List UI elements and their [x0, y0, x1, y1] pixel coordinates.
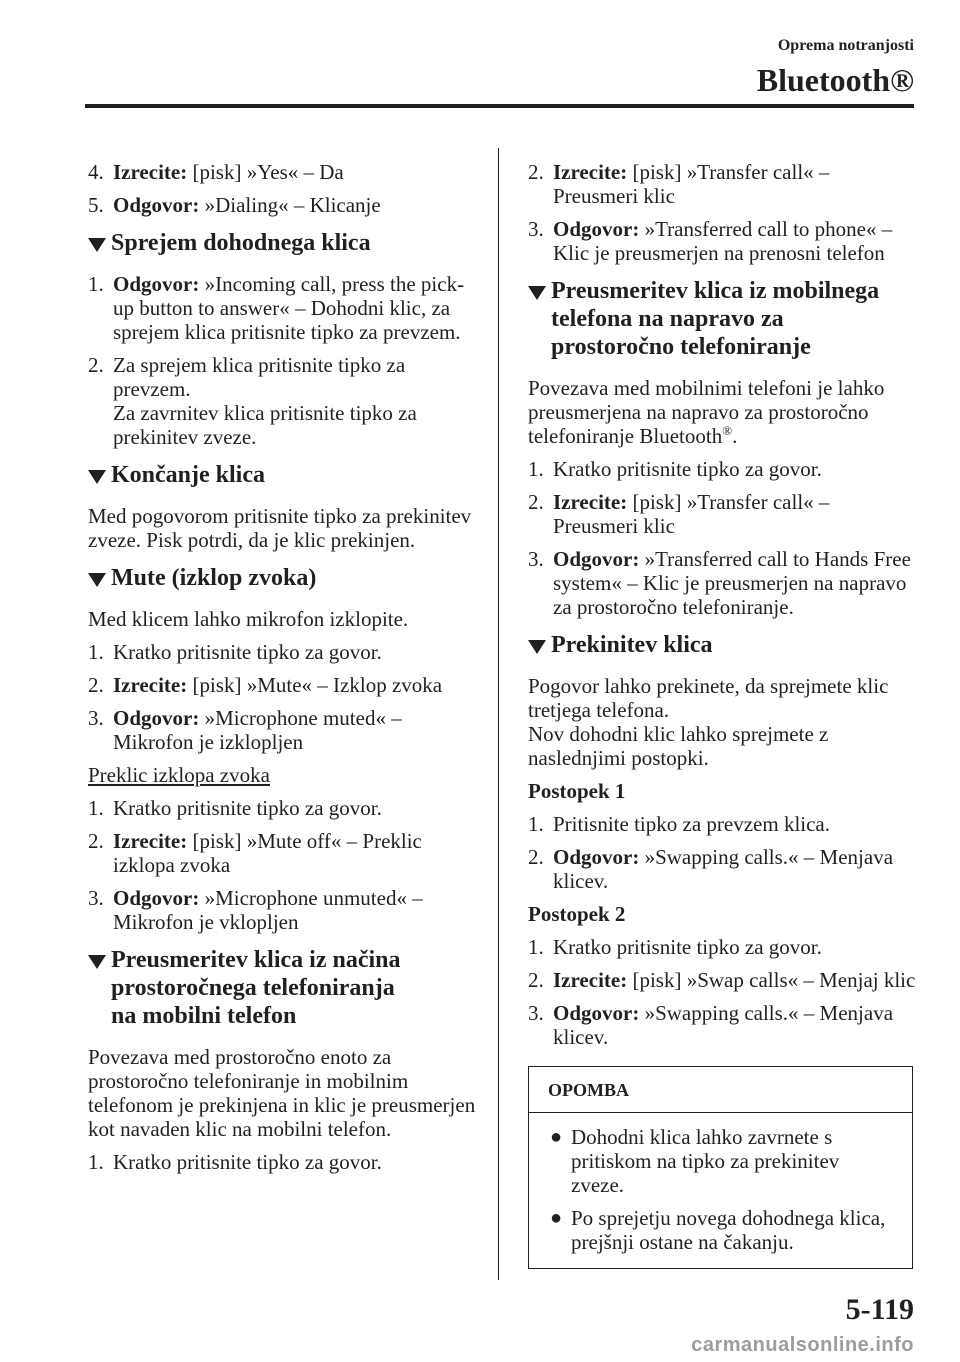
- list-item: [88, 640, 483, 664]
- left-column: [88, 160, 483, 1183]
- list-item: [88, 193, 483, 217]
- item-number: 1.: [528, 812, 544, 836]
- list-item: [528, 547, 918, 619]
- item-text: Kratko pritisnite tipko za govor.: [113, 1150, 382, 1174]
- item-number: 2.: [528, 160, 544, 184]
- item-label: Izrecite:: [553, 968, 628, 992]
- running-header-title: Bluetooth®: [756, 62, 914, 98]
- running-header-section: Oprema notranjosti: [777, 37, 914, 54]
- item-text: Kratko pritisnite tipko za govor.: [113, 796, 382, 820]
- item-text: »Dialing« – Klicanje: [199, 193, 381, 217]
- item-text: [pisk] »Mute off« – Preklic izklopa zvoka: [113, 829, 422, 877]
- item-label: Odgovor:: [113, 706, 200, 730]
- triangle-marker-icon: [528, 286, 546, 300]
- heading-text: Preusmeritev klica iz mobilnega: [551, 278, 880, 304]
- section-heading: [88, 564, 483, 592]
- list-item: [528, 812, 918, 836]
- list-item: [528, 845, 918, 893]
- heading-text: Preusmeritev klica iz načina: [111, 947, 401, 973]
- item-label: Izrecite:: [113, 829, 188, 853]
- item-number: 2.: [88, 353, 104, 377]
- section-heading: [88, 461, 483, 489]
- item-text: »Incoming call, press the pick-up button to answer« – Dohodni klic, za sprejem klica pritisnite tipko za prevzem.: [113, 272, 465, 344]
- item-label: Odgovor:: [553, 845, 640, 869]
- list-item: [528, 1001, 918, 1049]
- item-number: 1.: [88, 272, 104, 296]
- item-label: Odgovor:: [113, 272, 200, 296]
- item-text: »Microphone unmuted« – Mikrofon je vklopljen: [113, 886, 423, 934]
- note-box: [528, 1066, 913, 1269]
- item-number: 1.: [88, 796, 104, 820]
- list-item: [88, 796, 483, 820]
- triangle-marker-icon: [88, 470, 106, 484]
- heading-text: Mute (izklop zvoka): [111, 565, 317, 591]
- list-item: [88, 829, 483, 877]
- note-bullet-item: [549, 1125, 892, 1197]
- subheading: Preklic izklopa zvoka: [88, 763, 270, 787]
- note-text: Po sprejetju novega dohodnega klica, prejšnji ostane na čakanju.: [571, 1206, 886, 1254]
- paragraph: Pogovor lahko prekinete, da sprejmete klic tretjega telefona.: [528, 674, 889, 722]
- section-heading: [528, 277, 918, 361]
- item-text: Kratko pritisnite tipko za govor.: [553, 457, 822, 481]
- heading-text: prostoročnega telefoniranja: [111, 975, 395, 1001]
- triangle-marker-icon: [88, 955, 106, 969]
- list-item: [528, 217, 918, 265]
- item-number: 1.: [88, 1150, 104, 1174]
- item-label: Izrecite:: [553, 160, 628, 184]
- paragraph: Nov dohodni klic lahko sprejmete z naslednjimi postopki.: [528, 722, 829, 770]
- item-text: [pisk] »Yes« – Da: [187, 160, 344, 184]
- watermark: carmanualsonline.info: [691, 1334, 914, 1356]
- paragraph-end: .: [732, 424, 738, 448]
- list-item: [528, 935, 918, 959]
- item-label: Izrecite:: [113, 160, 188, 184]
- item-text: Kratko pritisnite tipko za govor.: [113, 640, 382, 664]
- bullet-icon: ●: [550, 1207, 563, 1229]
- list-item: [88, 272, 483, 344]
- item-label: Izrecite:: [113, 673, 188, 697]
- bullet-icon: ●: [550, 1126, 563, 1148]
- triangle-marker-icon: [528, 640, 546, 654]
- note-heading: OPOMBA: [529, 1067, 912, 1113]
- page-number: 5-119: [845, 1293, 914, 1326]
- note-text: Dohodni klica lahko zavrnete s pritiskom na tipko za prekinitev zveze.: [571, 1125, 840, 1197]
- item-number: 3.: [88, 706, 104, 730]
- list-item: [528, 968, 918, 992]
- list-item: [528, 490, 918, 538]
- paragraph: Povezava med prostoročno enoto za prostoročno telefoniranje in mobilnim telefonom je prekinjena in klic je preusmerjen kot navaden klic na mobilni telefon.: [88, 1045, 476, 1141]
- list-item: [528, 457, 918, 481]
- item-number: 2.: [88, 829, 104, 853]
- item-text: [pisk] »Swap calls« – Menjaj klic: [627, 968, 916, 992]
- heading-text: prostoročno telefoniranje: [551, 334, 811, 360]
- item-text: Za sprejem klica pritisnite tipko za prevzem.: [113, 353, 406, 401]
- triangle-marker-icon: [88, 238, 106, 252]
- item-number: 3.: [528, 217, 544, 241]
- list-item: [88, 886, 483, 934]
- list-item: [88, 1150, 483, 1174]
- item-label: Odgovor:: [553, 217, 640, 241]
- item-label: Izrecite:: [553, 490, 628, 514]
- item-number: 2.: [528, 968, 544, 992]
- item-text: [pisk] »Transfer call« – Preusmeri klic: [553, 160, 830, 208]
- item-number: 1.: [88, 640, 104, 664]
- heading-text: Končanje klica: [111, 462, 265, 488]
- list-item: [88, 160, 483, 184]
- item-number: 2.: [528, 845, 544, 869]
- item-number: 3.: [88, 886, 104, 910]
- item-text: [pisk] »Mute« – Izklop zvoka: [187, 673, 443, 697]
- item-text: »Swapping calls.« – Menjava klicev.: [553, 1001, 894, 1049]
- section-heading: [528, 631, 918, 659]
- registered-mark: ®: [722, 423, 733, 438]
- item-text: »Swapping calls.« – Menjava klicev.: [553, 845, 894, 893]
- list-item: [528, 160, 918, 208]
- heading-text: na mobilni telefon: [111, 1003, 297, 1029]
- paragraph-text: Povezava med mobilnimi telefoni je lahko preusmerjena na napravo za prostoročno telefoniranje Bluetooth: [528, 376, 885, 448]
- heading-text: Sprejem dohodnega klica: [111, 230, 371, 256]
- item-text: Pritisnite tipko za prevzem klica.: [553, 812, 830, 836]
- item-number: 1.: [528, 457, 544, 481]
- item-text: Kratko pritisnite tipko za govor.: [553, 935, 822, 959]
- item-number: 1.: [528, 935, 544, 959]
- paragraph: Med klicem lahko mikrofon izklopite.: [88, 607, 409, 631]
- note-body: [529, 1113, 912, 1268]
- paragraph: [528, 376, 918, 448]
- item-number: 2.: [528, 490, 544, 514]
- item-number: 4.: [88, 160, 104, 184]
- item-text: [pisk] »Transfer call« – Preusmeri klic: [553, 490, 830, 538]
- item-label: Odgovor:: [553, 547, 640, 571]
- item-text: »Transferred call to Hands Free system« – Klic je preusmerjen na napravo za prostoročno telefoniranje.: [553, 547, 911, 619]
- item-number: 3.: [528, 1001, 544, 1025]
- item-text: »Microphone muted« – Mikrofon je izklopljen: [113, 706, 402, 754]
- note-bullet-item: [549, 1206, 892, 1254]
- item-label: Odgovor:: [113, 886, 200, 910]
- item-text: »Transferred call to phone« – Klic je preusmerjen na prenosni telefon: [553, 217, 893, 265]
- item-text-continued: Za zavrnitev klica pritisnite tipko za prekinitev zveze.: [113, 401, 417, 449]
- section-heading: [88, 229, 483, 257]
- heading-text: Prekinitev klica: [551, 632, 713, 658]
- procedure-heading: Postopek 2: [528, 902, 626, 926]
- item-number: 2.: [88, 673, 104, 697]
- item-number: 5.: [88, 193, 104, 217]
- right-column: [528, 160, 918, 1269]
- paragraph: Med pogovorom pritisnite tipko za prekinitev zveze. Pisk potrdi, da je klic prekinjen.: [88, 504, 472, 552]
- list-item: [88, 353, 483, 449]
- column-divider: [498, 148, 499, 1280]
- item-label: Odgovor:: [553, 1001, 640, 1025]
- procedure-heading: Postopek 1: [528, 779, 626, 803]
- triangle-marker-icon: [88, 573, 106, 587]
- list-item: [88, 673, 483, 697]
- item-label: Odgovor:: [113, 193, 200, 217]
- header-rule: [85, 104, 914, 108]
- item-number: 3.: [528, 547, 544, 571]
- list-item: [88, 706, 483, 754]
- heading-text: telefona na napravo za: [551, 306, 784, 332]
- section-heading: [88, 946, 483, 1030]
